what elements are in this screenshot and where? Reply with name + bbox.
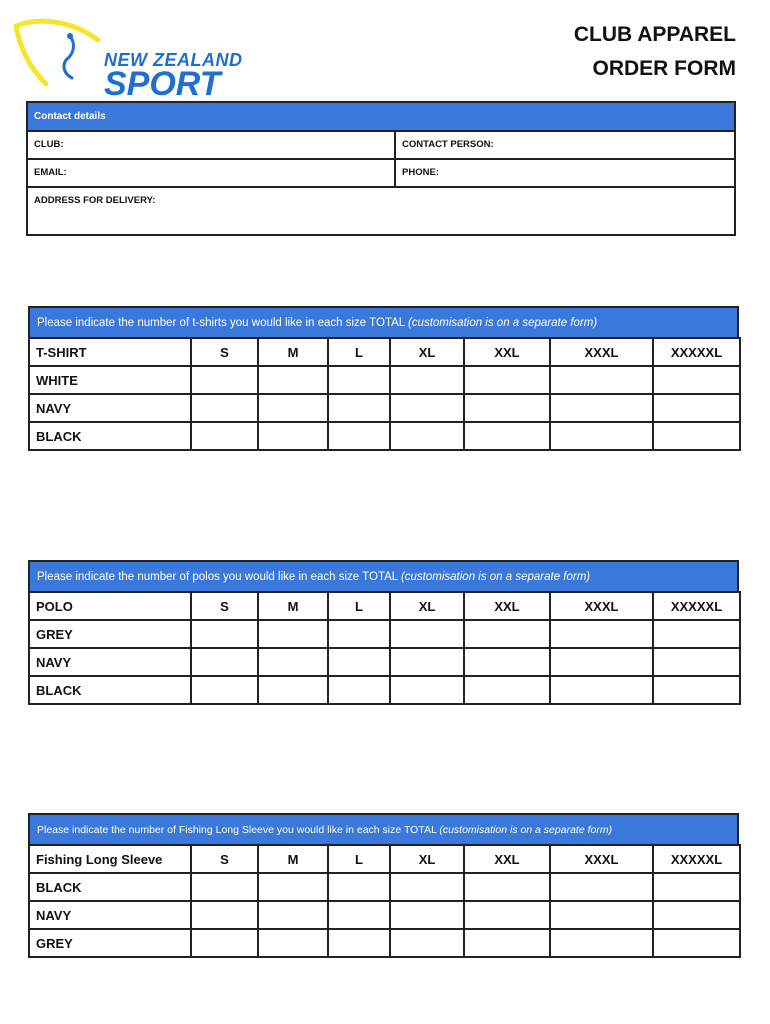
- quantity-cell[interactable]: [550, 648, 653, 676]
- phone-field[interactable]: PHONE:: [402, 167, 439, 178]
- quantity-cell[interactable]: [258, 620, 328, 648]
- title-line1: CLUB APPAREL: [573, 23, 736, 46]
- contact-details-box: [26, 101, 736, 236]
- size-header: XL: [390, 338, 464, 366]
- quantity-cell[interactable]: [464, 422, 550, 450]
- table-row: [29, 422, 740, 450]
- long-sleeve-instructions: [28, 813, 739, 844]
- table-header-row: [29, 845, 740, 873]
- color-label: BLACK: [29, 676, 191, 704]
- contact-header: Contact details: [28, 103, 734, 132]
- table-row: [29, 873, 740, 901]
- quantity-cell[interactable]: [550, 873, 653, 901]
- size-header: M: [258, 338, 328, 366]
- quantity-cell[interactable]: [464, 929, 550, 957]
- quantity-cell[interactable]: [191, 873, 258, 901]
- tshirt-section: [28, 306, 739, 451]
- polo-instruction-note: (customisation is on a separate form): [400, 571, 591, 583]
- quantity-cell[interactable]: [390, 873, 464, 901]
- quantity-cell[interactable]: [464, 394, 550, 422]
- size-header: S: [191, 338, 258, 366]
- quantity-cell[interactable]: [653, 394, 740, 422]
- quantity-cell[interactable]: [653, 648, 740, 676]
- quantity-cell[interactable]: [328, 620, 390, 648]
- size-header: XXL: [464, 845, 550, 873]
- quantity-cell[interactable]: [390, 366, 464, 394]
- quantity-cell[interactable]: [191, 648, 258, 676]
- table-row: [29, 648, 740, 676]
- quantity-cell[interactable]: [258, 901, 328, 929]
- color-label: BLACK: [29, 422, 191, 450]
- size-header: L: [328, 845, 390, 873]
- quantity-cell[interactable]: [191, 929, 258, 957]
- color-label: BLACK: [29, 873, 191, 901]
- quantity-cell[interactable]: [464, 648, 550, 676]
- contact-row-email: [28, 160, 734, 188]
- address-field[interactable]: ADDRESS FOR DELIVERY:: [34, 195, 156, 206]
- quantity-cell[interactable]: [191, 620, 258, 648]
- quantity-cell[interactable]: [464, 620, 550, 648]
- tshirt-instruction-text: Please indicate the number of t-shirts you would like in each size TOTAL: [37, 317, 408, 329]
- quantity-cell[interactable]: [258, 873, 328, 901]
- table-row: [29, 394, 740, 422]
- table-row: [29, 676, 740, 704]
- quantity-cell[interactable]: [390, 648, 464, 676]
- quantity-cell[interactable]: [328, 929, 390, 957]
- brand-line1: NEW ZEALAND: [104, 50, 243, 70]
- fish-arc-icon: [12, 18, 102, 94]
- quantity-cell[interactable]: [550, 366, 653, 394]
- contact-row-club: [28, 132, 734, 160]
- tshirt-instructions: [28, 306, 739, 337]
- quantity-cell[interactable]: [328, 366, 390, 394]
- item-header: T-SHIRT: [29, 338, 191, 366]
- quantity-cell[interactable]: [464, 901, 550, 929]
- table-row: [29, 620, 740, 648]
- color-label: NAVY: [29, 394, 191, 422]
- table-row: [29, 901, 740, 929]
- club-field[interactable]: CLUB:: [28, 132, 396, 158]
- quantity-cell[interactable]: [390, 929, 464, 957]
- quantity-cell[interactable]: [328, 676, 390, 704]
- size-header: S: [191, 592, 258, 620]
- quantity-cell[interactable]: [191, 394, 258, 422]
- size-header: XL: [390, 845, 464, 873]
- tshirt-order-table: [28, 337, 741, 451]
- quantity-cell[interactable]: [550, 929, 653, 957]
- quantity-cell[interactable]: [258, 366, 328, 394]
- quantity-cell[interactable]: [653, 422, 740, 450]
- size-header: XXL: [464, 592, 550, 620]
- brand-logo: [12, 18, 292, 103]
- quantity-cell[interactable]: [328, 422, 390, 450]
- quantity-cell[interactable]: [653, 620, 740, 648]
- quantity-cell[interactable]: [653, 929, 740, 957]
- quantity-cell[interactable]: [653, 366, 740, 394]
- size-header: XXXL: [550, 338, 653, 366]
- size-header: S: [191, 845, 258, 873]
- quantity-cell[interactable]: [653, 901, 740, 929]
- size-header: XXL: [464, 338, 550, 366]
- quantity-cell[interactable]: [653, 873, 740, 901]
- contact-person-field[interactable]: CONTACT PERSON:: [402, 139, 494, 150]
- quantity-cell[interactable]: [258, 648, 328, 676]
- size-header: XXXXXL: [653, 338, 740, 366]
- quantity-cell[interactable]: [191, 422, 258, 450]
- quantity-cell[interactable]: [464, 873, 550, 901]
- quantity-cell[interactable]: [390, 901, 464, 929]
- quantity-cell[interactable]: [191, 366, 258, 394]
- quantity-cell[interactable]: [328, 648, 390, 676]
- color-label: GREY: [29, 620, 191, 648]
- long-sleeve-section: [28, 813, 739, 958]
- quantity-cell[interactable]: [464, 676, 550, 704]
- quantity-cell[interactable]: [390, 422, 464, 450]
- quantity-cell[interactable]: [390, 620, 464, 648]
- email-field[interactable]: EMAIL:: [28, 160, 396, 186]
- quantity-cell[interactable]: [550, 394, 653, 422]
- size-header: XXXL: [550, 845, 653, 873]
- size-header: XXXL: [550, 592, 653, 620]
- quantity-cell[interactable]: [258, 422, 328, 450]
- quantity-cell[interactable]: [550, 676, 653, 704]
- color-label: NAVY: [29, 901, 191, 929]
- quantity-cell[interactable]: [550, 422, 653, 450]
- quantity-cell[interactable]: [328, 873, 390, 901]
- quantity-cell[interactable]: [653, 676, 740, 704]
- quantity-cell[interactable]: [191, 676, 258, 704]
- quantity-cell[interactable]: [258, 394, 328, 422]
- long-sleeve-instruction-note: (customisation is on a separate form): [439, 824, 613, 836]
- size-header: M: [258, 845, 328, 873]
- size-header: L: [328, 592, 390, 620]
- quantity-cell[interactable]: [464, 366, 550, 394]
- quantity-cell[interactable]: [550, 620, 653, 648]
- page-title: [574, 18, 736, 86]
- quantity-cell[interactable]: [390, 676, 464, 704]
- size-header: XL: [390, 592, 464, 620]
- quantity-cell[interactable]: [191, 901, 258, 929]
- table-row: [29, 366, 740, 394]
- quantity-cell[interactable]: [258, 929, 328, 957]
- color-label: NAVY: [29, 648, 191, 676]
- size-header: XXXXXL: [653, 845, 740, 873]
- polo-order-table: [28, 591, 741, 705]
- color-label: GREY: [29, 929, 191, 957]
- quantity-cell[interactable]: [258, 676, 328, 704]
- table-header-row: [29, 338, 740, 366]
- size-header: M: [258, 592, 328, 620]
- brand-line2: SPORT: [104, 65, 221, 103]
- long-sleeve-instruction-text: Please indicate the number of Fishing Long Sleeve you would like in each size TOTAL: [37, 824, 440, 836]
- polo-section: [28, 560, 739, 705]
- item-header: Fishing Long Sleeve: [29, 845, 191, 873]
- long-sleeve-order-table: [28, 844, 741, 958]
- quantity-cell[interactable]: [328, 394, 390, 422]
- table-header-row: [29, 592, 740, 620]
- table-row: [29, 929, 740, 957]
- title-line2: ORDER FORM: [592, 57, 736, 80]
- item-header: POLO: [29, 592, 191, 620]
- quantity-cell[interactable]: [550, 901, 653, 929]
- size-header: XXXXXL: [653, 592, 740, 620]
- contact-row-address: [28, 188, 734, 234]
- polo-instruction-text: Please indicate the number of polos you would like in each size TOTAL: [37, 571, 401, 583]
- color-label: WHITE: [29, 366, 191, 394]
- quantity-cell[interactable]: [390, 394, 464, 422]
- tshirt-instruction-note: (customisation is on a separate form): [407, 317, 598, 329]
- quantity-cell[interactable]: [328, 901, 390, 929]
- polo-instructions: [28, 560, 739, 591]
- size-header: L: [328, 338, 390, 366]
